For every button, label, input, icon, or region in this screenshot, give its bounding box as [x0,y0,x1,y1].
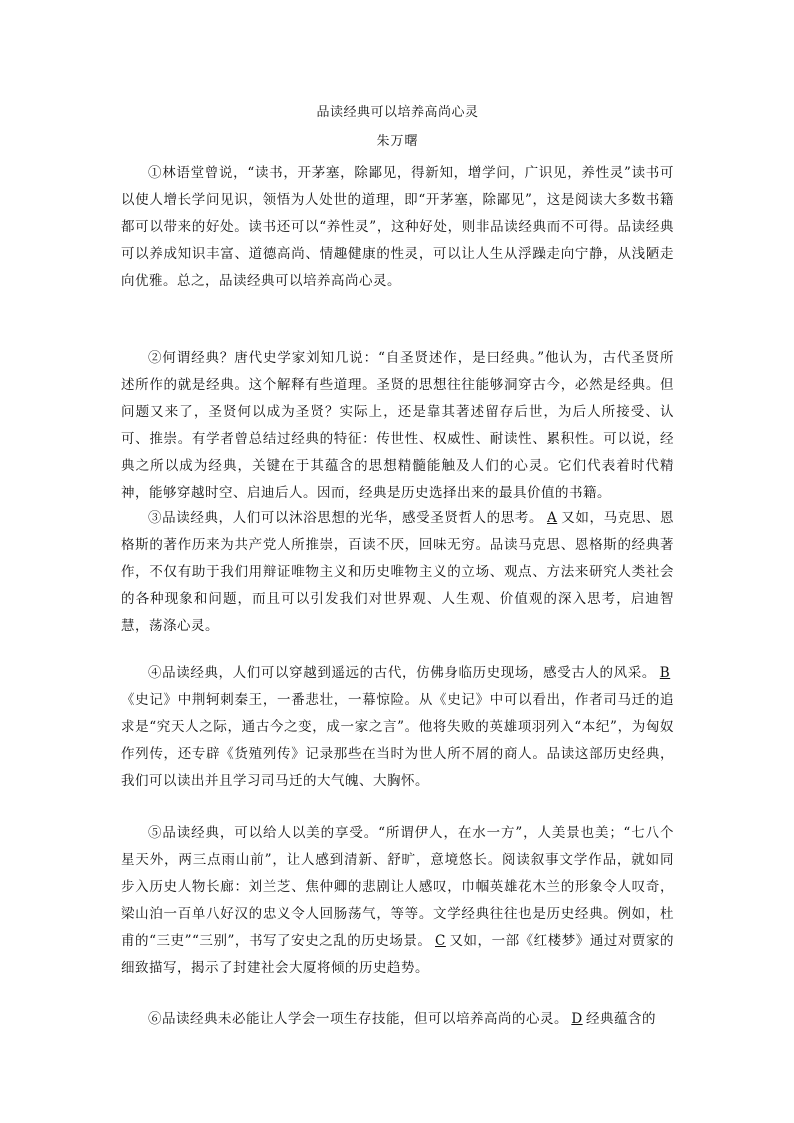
blank-b: B [659,665,671,681]
paragraph-6-part-1: ⑥品读经典未必能让人学会一项生存技能，但可以培养高尚的心灵。 [148,1011,568,1027]
blank-a: A [547,510,558,526]
paragraph-4-part-2: 《史记》中荆轲刺秦王，一番悲壮，一幕惊险。从《史记》中可以看出，作者司马迁的追求是“究天人之际，通古今之变，成一家之言”。他将失败的英雄项羽列入“本纪”，为匈奴作列传，还专辟《货殖列传》记录那些在当时为世人所不屑的商人。品读这部历史经典，我们可以读出并且学习司马迁的大气魄、大胸怀。 [121,692,674,789]
paragraph-5-part-1: ⑤品读经典，可以给人以美的享受。“所谓伊人，在水一方”，人美景也美；“七八个星天外，两三点雨山前”，让人感到清新、舒旷，意境悠长。阅读叙事文学作品，就如同步入历史人物长廊：刘兰芝、焦仲卿的悲剧让人感叹，巾帼英雄花木兰的形象令人叹奇，梁山泊一百单八好汉的忠义令人回肠荡气，等等。文学经典往往也是历史经典。例如，杜甫的“三吏”“三别”，书写了安史之乱的历史场景。 [121,825,674,949]
article-author: 朱万曙 [376,134,419,149]
paragraph-4 [121,660,674,795]
article-title: 品读经典可以培养高尚心灵 [316,105,479,120]
paragraph-3-part-2: 又如，马克思、恩格斯的著作历来为共产党人所推崇，百读不厌，回味无穷。品读马克思、恩格斯的经典著作，不仅有助于我们用辩证唯物主义和历史唯物主义的立场、观点、方法来研究人类社会的各种现象和问题，而且可以引发我们对世界观、人生观、价值观的深入思考，启迪智慧，荡涤心灵。 [121,510,675,634]
paragraph-3-part-1: ③品读经典，人们可以沐浴思想的光华，感受圣贤哲人的思考。 [148,510,544,526]
paragraph-1: ①林语堂曾说，“读书，开茅塞，除鄙见，得新知，增学问，广识见，养性灵”读书可以使人增长学问见识，领悟为人处世的道理，即“开茅塞，除鄙见”，这是阅读大多数书籍都可以带来的好处。读书还可以“养性灵”，这种好处，则非品读经典而不可得。品读经典可以养成知识丰富、道德高尚、情趣健康的性灵，可以让人生从浮躁走向宁静，从浅陋走向优雅。总之，品读经典可以培养高尚心灵。 [121,165,674,289]
paragraph-3 [121,505,674,640]
paragraph-6-part-2: 经典蕴含的 [586,1011,656,1027]
blank-d: D [571,1011,583,1027]
paragraph-4-part-1: ④品读经典，人们可以穿越到遥远的古代，仿佛身临历史现场，感受古人的风采。 [148,665,656,681]
blank-c: C [435,933,446,949]
paragraph-2: ②何谓经典？唐代史学家刘知几说：“自圣贤述作，是曰经典。”他认为，古代圣贤所述所作的就是经典。这个解释有些道理。圣贤的思想往往能够洞穿古今，必然是经典。但问题又来了，圣贤何以成为圣贤？实际上，还是靠其著述留存后世，为后人所接受、认可、推崇。有学者曾总结过经典的特征：传世性、权威性、耐读性、累积性。可以说，经典之所以成为经典，关键在于其蕴含的思想精髓能触及人们的心灵。它们代表着时代精神，能够穿越时空、启迪后人。因而，经典是历史选择出来的最具价值的书籍。 [121,350,674,501]
paragraph-6 [121,1006,674,1033]
paragraph-5 [121,820,674,982]
paragraph-5-part-2: 又如，一部《红楼梦》通过对贾家的细致描写，揭示了封建社会大厦将倾的历史趋势。 [121,933,675,976]
